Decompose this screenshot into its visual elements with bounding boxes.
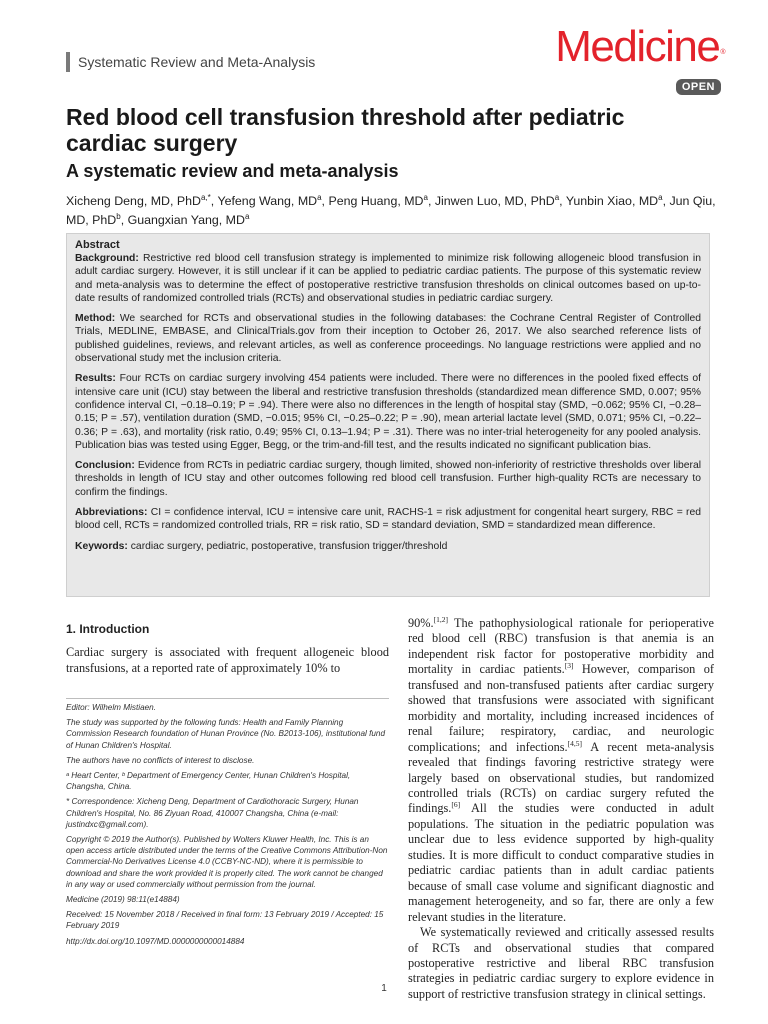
- introduction-paragraph-1: 90%.[1,2] The pathophysiological rationale for perioperative red blood cell (RBC) transfusion is that anemia is an independent risk factor for postoperative morbidity and mortality in cardiac patients.[3] However, comparison of transfused and non-transfused patients after cardiac surgery showed that transfusions were associated with significant morbidity and mortality, including increased incidences of renal failure; respiratory, cardiac, and neurologic complications; and infections.[4,5] A recent meta-analysis revealed that findings favoring restrictive strategy were largely based on observational studies, but randomized controlled trials (RCTs) on cardiac surgery refuted the findings.[6] All the studies were conducted in adult populations. The situation in the pediatric population was unclear due to less evidence supported by high-quality studies. It is more difficult to conduct comparative studies in pediatric cardiac patients than in adult cardiac patients because of small case volume and significant diagnostic and management heterogeneity, and so far, there are only a few relevant studies in the literature.: [408, 614, 715, 924]
- footnote: Received: 15 November 2018 / Received in final form: 13 February 2019 / Accepted: 15 February 2019: [66, 910, 384, 931]
- abstract-section: [75, 312, 701, 365]
- author-name: Peng Huang, MD: [328, 194, 424, 209]
- author-affiliation: a: [554, 193, 560, 202]
- abstract-section: [75, 540, 701, 553]
- abstract-section-label: Background:: [75, 253, 139, 264]
- abstract-section: [75, 252, 701, 305]
- journal-name: Medicine: [555, 22, 720, 71]
- article-subtitle: A systematic review and meta-analysis: [66, 161, 399, 181]
- footnote: The authors have no conflicts of interest to disclose.: [66, 755, 255, 765]
- citation: [6]: [451, 800, 461, 810]
- author-affiliation: a: [658, 193, 663, 202]
- citation: [4,5]: [567, 738, 582, 748]
- author-list: Xicheng Deng, MD, PhD$^{a,*}$, Yefeng Wang, $MD^a$, Peng Huang, $MD^a$, Jinwen Luo, MD, PhD$^a$, Yunbin Xiao, $MD^a$, Jun Qiu, MD, PhD$^b$, Guangxian Yang, $MD^a$: [66, 193, 716, 228]
- abstract-section-text: Four RCTs on cardiac surgery involving 454 patients were included. There were no differences in the pooled fixed effects of intensive care unit (ICU) stay between the liberal and restrictive transfusion thresholds (standardized mean difference SMD, 0.007; 95% confidence interval CI, −0.18–0.19; P = .94). There were also no differences in the length of hospital stay (SMD, −0.062; 95% CI, −0.28–0.15; P = .57), ventilation duration (SMD, −0.015; 95% CI, −0.25–0.22; P = .90), mean arterial lactate level (SMD, 0.071; 95% CI, −0.22–0.36; P = .63), and mortality (risk ratio, 0.49; 95% CI, 0.13–1.94; P = .31). There was no inter-trial heterogeneity for any pooled analysis. Publication bias was tested using Egger, Begg, or the trim-and-fill test, and the results indicated no significant publication bias.: [75, 373, 701, 451]
- citation: [3]: [564, 661, 574, 671]
- footnote: Copyright © 2019 the Author(s). Published by Wolters Kluwer Health, Inc. This is an open access article distributed under the terms of the Creative Commons Attribution-Non Commercial-No Derivatives License 4.0 (CCBY-NC-ND), where it is permissible to download and share the work provided it is properly cited. The work cannot be changed in any way or used commercially without permission from the journal.: [66, 835, 388, 889]
- abstract-section-text: Evidence from RCTs in pediatric cardiac surgery, though limited, showed non-inferiority of restrictive thresholds over liberal thresholds in length of ICU stay and other outcomes following red blood cell transfusion. Further high-quality RCTs are necessary to confirm the findings.: [75, 460, 701, 498]
- trademark-symbol: ®: [720, 49, 724, 56]
- author-name: Yunbin Xiao, MD: [565, 194, 659, 209]
- introduction-heading: 1. Introduction: [66, 622, 150, 636]
- footnote: The study was supported by the following funds: Health and Family Planning Commission Research foundation of Hunan Province (No. B2013-106), institutional fund of Hunan Children's Hospital.: [66, 718, 386, 750]
- footnote: ᵃ Heart Center, ᵇ Department of Emergency Center, Hunan Children's Hospital, Changsha, China.: [66, 771, 351, 792]
- open-access-badge: OPEN: [676, 79, 721, 95]
- article-title: Red blood cell transfusion threshold after pediatric cardiac surgery: [66, 104, 625, 156]
- author-name: Xicheng Deng, MD, PhD: [66, 194, 201, 209]
- author-affiliation: a,*: [200, 193, 211, 202]
- abstract-section-label: Conclusion:: [75, 460, 135, 472]
- author-name: Jun Qiu, MD, PhD: [66, 194, 716, 228]
- abstract-section-text: We searched for RCTs and observational studies in the following databases: the Cochrane Central Register of Controlled Trials, MEDLINE, EMBASE, and ClinicalTrials.gov from their inception to October 26, 2017. We also searched reference lists of published guidelines, reviews, and relevant articles, as well as conference proceedings. No language restrictions were applied and no observational study met the inclusion criteria.: [75, 313, 701, 365]
- introduction-paragraph-left: Cardiac surgery is associated with frequent allogeneic blood transfusions, at a reported rate of approximately 10% to: [66, 645, 389, 675]
- left-column: [66, 621, 389, 676]
- page-number: 1: [381, 983, 387, 994]
- section-label: Systematic Review and Meta-Analysis: [66, 52, 315, 72]
- abstract-box: [66, 233, 710, 597]
- introduction-paragraph-2: We systematically reviewed and critically assessed results of RCTs and observational studies that compared postoperative restrictive and liberal RBC transfusion strategies in pediatric cardiac surgery to explore evidence in support of restrictive transfusion strategy in clinical settings.: [408, 925, 714, 1001]
- author-affiliation: a: [244, 212, 250, 222]
- right-column: [408, 616, 714, 1002]
- abstract-heading: Abstract: [75, 239, 120, 251]
- author-affiliation: a: [423, 193, 428, 202]
- footnote: Medicine (2019) 98:11(e14884): [66, 895, 180, 905]
- abstract-section-text: cardiac surgery, pediatric, postoperative, transfusion trigger/threshold: [127, 540, 448, 552]
- abstract-section-label: Keywords:: [75, 540, 128, 552]
- author-affiliation: b: [116, 212, 121, 222]
- abstract-section: [75, 506, 701, 533]
- abstract-sections: [75, 252, 701, 553]
- footnote: * Correspondence: Xicheng Deng, Department of Cardiothoracic Surgery, Hunan Children's Hospital, No. 86 Ziyuan Road, 410007 Changsha, China (e-mail: justindxc@gmail.com).: [66, 797, 359, 829]
- footnotes: [66, 698, 389, 951]
- abstract-section-text: CI = confidence interval, ICU = intensive care unit, RACHS-1 = risk adjustment for congenital heart surgery, RBC = red blood cell, RCTs = randomized controlled trials, RR = risk ratio, SD = standard deviation, SMD = standardized mean difference.: [75, 507, 701, 532]
- author-name: Guangxian Yang, MD: [127, 213, 245, 228]
- citation: [1,2]: [433, 614, 448, 624]
- author-name: Jinwen Luo, MD, PhD: [434, 194, 555, 209]
- abstract-section-label: Results:: [75, 373, 116, 385]
- author-affiliation: a: [317, 193, 322, 202]
- abstract-section-label: Abbreviations:: [75, 507, 148, 519]
- footnote: http://dx.doi.org/10.1097/MD.0000000000014884: [66, 936, 245, 946]
- footnote: Editor: Wilhelm Mistiaen.: [66, 703, 157, 712]
- abstract-section-text: Restrictive red blood cell transfusion strategy is implemented to minimize risk following allogeneic blood transfusion in adult cardiac surgery. However, it is still unclear if it can be applied to pediatric cardiac patients. The purpose of this systematic review and meta-analysis was to determine the effect of postoperative restrictive transfusion thresholds on clinical outcomes based on up-to-date results of randomized controlled trials (RCTs) and observational studies in pediatric cardiac surgery.: [75, 253, 701, 304]
- abstract-section: [75, 459, 701, 499]
- author-name: Yefeng Wang, MD: [217, 194, 318, 209]
- abstract-section-label: Method:: [75, 313, 116, 325]
- abstract-section: [75, 372, 701, 452]
- journal-logo: [555, 22, 724, 72]
